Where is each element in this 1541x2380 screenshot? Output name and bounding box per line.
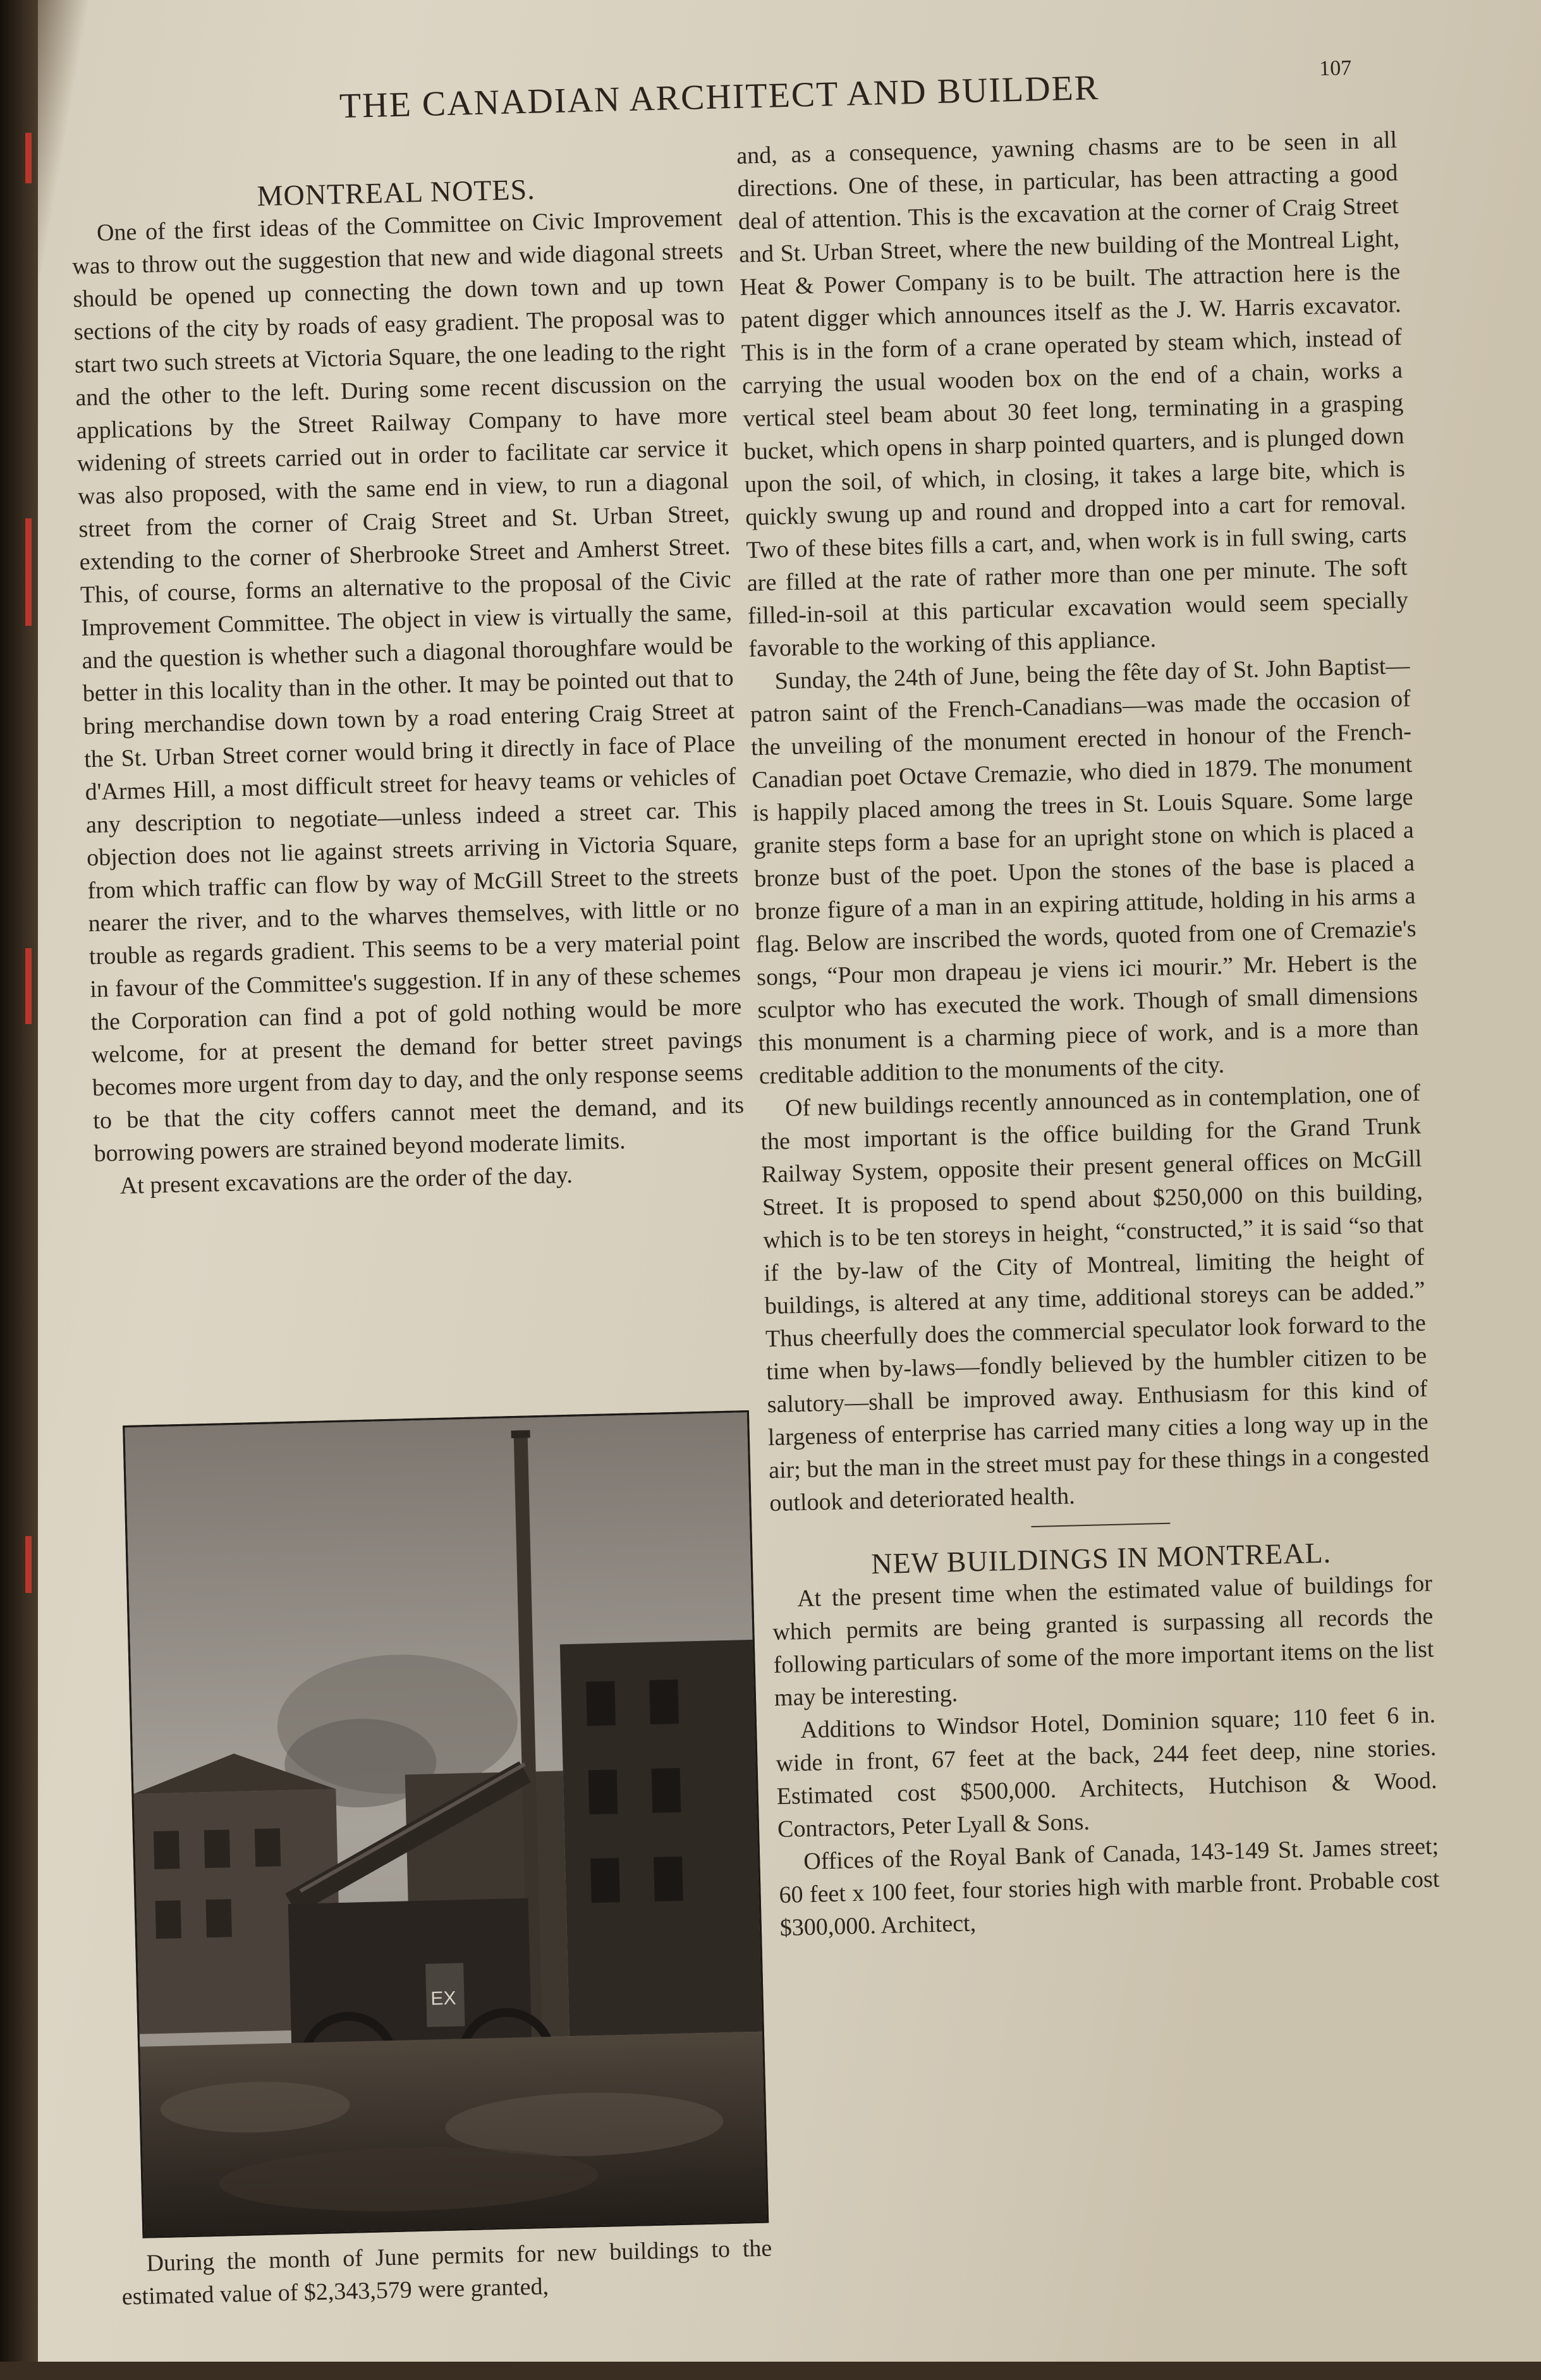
paragraph: Of new buildings recently announced as in contemplation, one of the most important is the office building for the Grand Trunk Railway System, opposite their present general offices on McGill Street. It is proposed to spend about $250,000 on this building, which is to be ten storeys in height, “constructed,” it is said “so that if the by-law of the City of Montreal, limiting the height of buildings, is altered at any time, additional storeys can be added.” Thus cheerfully does the commercial speculator look forward to the time when by-laws—fondly believed by the humbler citizen to be salutory—shall be improved away. Enthusiasm for this kind of largeness of enterprise has carried many cities a long way up in the air; but the man in the street must pay for these things in a congested outlook and deteriorated health.	[760, 1079, 1430, 1517]
left-column	[70, 168, 746, 1203]
page-number: 107	[1319, 56, 1352, 81]
photo-caption	[121, 2231, 773, 2313]
paragraph: At present excavations are the order of the day.	[119, 1161, 573, 1200]
photo-illustration	[125, 1412, 767, 2237]
article-title: MONTREAL NOTES.	[257, 173, 536, 212]
signage-text: EX	[430, 1987, 456, 2010]
paragraph: At the present time when the estimated value of buildings for which permits are being granted is surpassing all records the following particulars of some of the more important items on the list may be interesting.	[772, 1570, 1434, 1712]
right-column	[736, 123, 1440, 1944]
section-title: NEW BUILDINGS IN MONTREAL.	[870, 1536, 1332, 1580]
paragraph: Additions to Windsor Hotel, Dominion square; 110 feet 6 in. wide in front, 67 feet at the back, 244 feet deep, nine stories. Estimated cost $500,000. Architects, Hutchison & Wood. Contractors, Peter Lyall & Sons.	[776, 1701, 1438, 1843]
paragraph: Sunday, the 24th of June, being the fête day of St. John Baptist—patron saint of the French-Canadians—was made the occasion of the unveiling of the monument erected in honour of the French-Canadian poet Octave Cremazie, who died in 1879. The monument is happily placed among the trees in St. Louis Square. Some large granite steps form a base for an upright stone on which is placed a bronze bust of the poet. Upon the stones of the base is placed a bronze figure of a man in an expiring attitude, holding in his arms a flag. Below are inscribed the words, quoted from one of Cremazie's songs, “Pour mon drapeau je viens ici mourir.” Mr. Hebert is the sculptor who has executed the work. Though of small dimensions this monument is a charming piece of work, and is a more than creditable addition to the monuments of the city.	[750, 652, 1419, 1090]
excavation-photo	[123, 1410, 769, 2238]
caption-text: During the month of June permits for new buildings to the estimated value of $2,343,579 were granted,	[121, 2235, 772, 2310]
paragraph: Offices of the Royal Bank of Canada, 143-149 St. James street; 60 feet x 100 feet, four stories high with marble front. Probable cost $300,000. Architect,	[779, 1833, 1440, 1941]
section-divider	[1031, 1523, 1170, 1527]
paragraph: and, as a consequence, yawning chasms are to be seen in all directions. One of these, in particular, has been attracting a good deal of attention. This is the excavation at the corner of Craig Street and St. Urban Street, where the new building of the Montreal Light, Heat & Power Company is to be built. The attraction here is the patent digger which announces itself as the J. W. Harris excavator. This is in the form of a crane operated by steam which, instead of carrying the usual wooden box on the end of a chain, works a vertical steel beam about 30 feet long, terminating in a grasping bucket, which opens in sharp pointed quarters, and is plunged down upon the soil, of which, in closing, it takes a large bite, which is quickly swung up and round and dropped into a cart for removal. Two of these bites fills a cart, and, when work is in full swing, carts are filled at the rate of rather more than one per minute. The soft filled-in-soil at this particular excavation would seem specially favorable to the working of this appliance.	[736, 126, 1409, 662]
running-header: THE CANADIAN ARCHITECT AND BUILDER	[339, 68, 1100, 126]
paragraph: One of the first ideas of the Committee on Civic Improvement was to throw out the suggestion that new and wide diagonal streets should be opened up connecting the down town and up town sections of the city by roads of easy gradient. The proposal was to start two such streets at Victoria Square, the one leading to the right and the other to the left. During some recent discussion on the applications by the Street Railway Company to have more widening of streets carried out in order to facilitate car service it was also proposed, with the same end in view, to run a diagonal street from the corner of Craig Street and St. Urban Street, extending to the corner of Sherbrooke Street and Amherst Street. This, of course, forms an alternative to the proposal of the Civic Improvement Committee. The object in view is virtually the same, and the question is whether such a diagonal thoroughfare would be better in this locality than in the other. It may be pointed out that to bring merchandise down town by a road entering Craig Street at the St. Urban Street corner would bring it directly in face of Place d'Armes Hill, a most difficult street for heavy teams or vehicles of any description to negotiate—unless indeed a street car. This objection does not lie against streets arriving in Victoria Square, from which traffic can flow by way of McGill Street to the streets nearer the river, and to the wharves themselves, with little or no trouble as regards gradient. This seems to be a very material point in favour of the Committee's suggestion. If in any of these schemes the Corporation can find a pot of gold nothing would be more welcome, for at present the demand for better street pavings becomes more urgent from day to day, and the only response seems to be that the city coffers cannot meet the demand, and its borrowing powers are strained beyond moderate limits.	[71, 204, 745, 1168]
